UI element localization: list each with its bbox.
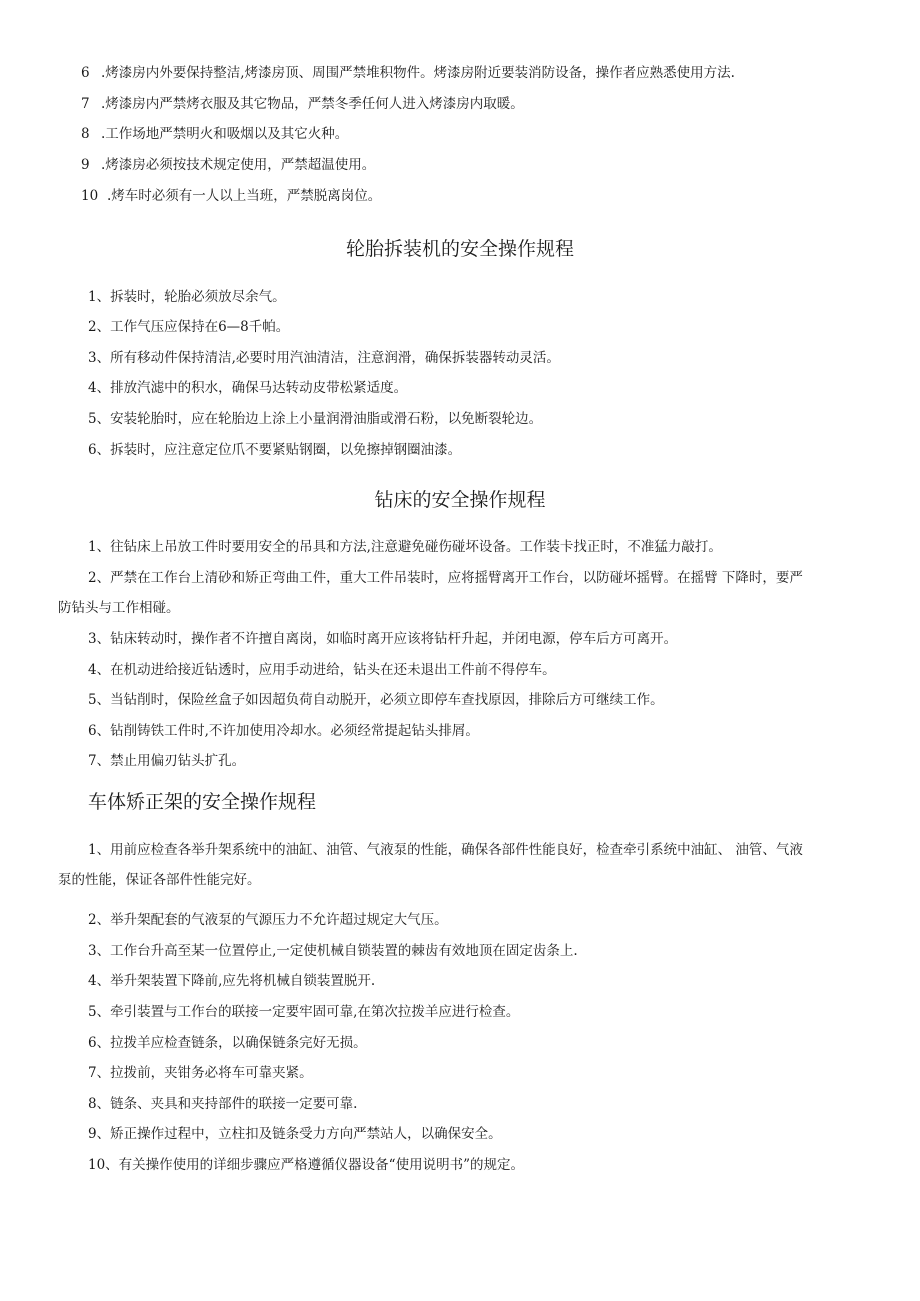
tire-rule: 5、安装轮胎时，应在轮胎边上涂上小量润滑油脂或滑石粉，以免断裂轮边。 [88,411,543,427]
frame-rule: 7、拉拨前，夹钳务必将车可靠夹紧。 [88,1065,313,1081]
frame-rule-continuation: 泵的性能，保证各部件性能完好。 [58,872,261,888]
frame-rule: 6、拉拨羊应检查链条，以确保链条完好无损。 [88,1035,367,1051]
drill-rule: 5、当钻削时，保险丝盒子如因超负荷自动脱开，必须立即停车查找原因，排除后方可继续工作。 [88,692,664,708]
drill-rule: 6、钻削铸铁工件时,不许加使用冷却水。必须经常提起钻头排屑。 [88,723,479,739]
frame-rule: 3、工作台升高至某一位置停止,一定使机械自锁装置的棘齿有效地顶在固定齿条上. [88,943,578,959]
tire-rule: 1、拆装时，轮胎必须放尽余气。 [88,289,286,305]
rule-number: 9 [81,157,90,173]
frame-rule: 10、有关操作使用的详细步骤应严格遵循仪器设备“使用说明书”的规定。 [88,1157,524,1173]
kiln-rule-7 [81,95,524,113]
drill-rule: 2、严禁在工作台上清砂和矫正弯曲工件，重大工件吊装时，应将摇臂离开工作台，以防碰坏摇臂。在摇臂 下降时，要严 [88,570,803,586]
frame-section-title: 车体矫正架的安全操作规程 [88,791,317,813]
rule-text: .烤漆房内外要保持整洁,烤漆房顶、周围严禁堆积物件。烤漆房附近要装消防设备，操作者应熟悉使用方法. [101,65,735,81]
tire-rule: 2、工作气压应保持在6—8千帕。 [88,319,290,335]
tire-section-title: 轮胎拆装机的安全操作规程 [345,238,574,260]
frame-rule: 9、矫正操作过程中，立柱扣及链条受力方向严禁站人，以确保安全。 [88,1126,502,1142]
drill-rule: 7、禁止用偏刃钻头扩孔。 [88,753,246,769]
kiln-rule-8 [81,125,348,143]
kiln-rule-9 [81,156,375,174]
frame-rule: 2、举升架配套的气液泵的气源压力不允许超过规定大气压。 [88,912,448,928]
kiln-rule-6 [81,64,735,82]
rule-text: .工作场地严禁明火和吸烟以及其它火种。 [101,126,349,142]
rule-number: 7 [81,96,90,112]
kiln-rule-10 [81,187,381,205]
frame-rule: 8、链条、夹具和夹持部件的联接一定要可靠. [88,1096,358,1112]
tire-rule: 4、排放汽滤中的积水，确保马达转动皮带松紧适度。 [88,380,408,396]
drill-rule: 1、往钻床上吊放工件时要用安全的吊具和方法,注意避免碰伤碰坏设备。工作装卡找正时，不准猛力敲打。 [88,539,722,555]
tire-rule: 6、拆装时，应注意定位爪不要紧贴钢圈，以免擦掉钢圈油漆。 [88,442,462,458]
rule-text: .烤车时必须有一人以上当班，严禁脱离岗位。 [107,188,382,204]
drill-rule: 3、钻床转动时，操作者不许擅自离岗，如临时离开应该将钻杆升起，并闭电源，停车后方可离开。 [88,631,678,647]
drill-rule: 4、在机动进给接近钻透时，应用手动进给，钻头在还未退出工件前不得停车。 [88,662,556,678]
rule-number: 10 [81,188,99,204]
tire-rule: 3、所有移动件保持清洁,必要时用汽油清洁，注意润滑，确保拆装器转动灵活。 [88,350,560,366]
frame-rule: 1、用前应检查各举升架系统中的油缸、油管、气液泵的性能，确保各部件性能良好，检查牵引系统中油缸、 油管、气液 [88,842,803,858]
drill-rule-continuation: 防钻头与工作相碰。 [58,600,180,616]
rule-text: .烤漆房必须按技术规定使用，严禁超温使用。 [101,157,376,173]
drill-section-title: 钻床的安全操作规程 [374,489,546,511]
frame-rule: 4、举升架装置下降前,应先将机械自锁装置脱开. [88,973,376,989]
rule-number: 8 [81,126,90,142]
rule-text: .烤漆房内严禁烤衣服及其它物品，严禁冬季任何人进入烤漆房内取暖。 [101,96,524,112]
rule-number: 6 [81,65,90,81]
frame-rule: 5、牵引装置与工作台的联接一定要牢固可靠,在第次拉拨羊应进行检查。 [88,1004,520,1020]
